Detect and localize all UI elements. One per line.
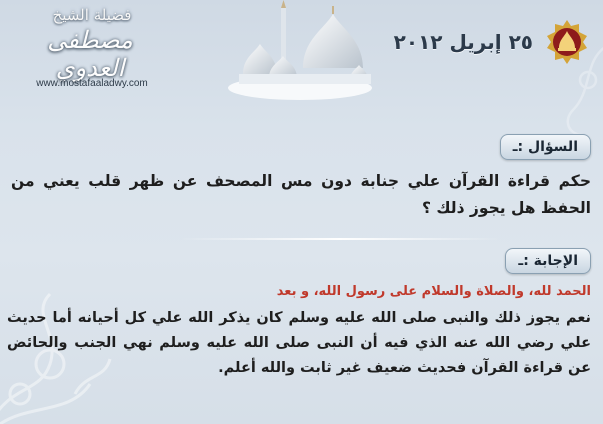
page-header [0, 0, 603, 110]
date-label: ٢٥ إبريل ٢٠١٢ [393, 30, 533, 54]
sheikh-name: مصطفى العدوي [47, 26, 133, 82]
question-text: حكم قراءة القرآن علي جنابة دون مس المصحف عن ظهر قلب يعني من الحفظ هل يجوز ذلك ؟ [11, 172, 591, 217]
mosque-logo-icon [543, 18, 591, 66]
answer-opening: الحمد لله، والصلاة والسلام على رسول الله، و بعد [276, 284, 591, 299]
question-label: السؤال :ـ [500, 134, 591, 160]
answer-text: نعم يجوز ذلك والنبى صلى الله عليه وسلم كان يذكر الله علي كل أحيانه أما حديث علي رضي الله عنه الذي فيه أن النبى صلى الله عليه وسلم نهي الجنب والحائض عن قراءة القرآن فحديث ضعيف غير ثابت والله أعلم. [7, 310, 591, 376]
mosque-dome-icon [225, 0, 375, 100]
sheikh-title: فضيلة الشيخ [52, 6, 132, 24]
answer-label: الإجابة :ـ [505, 248, 591, 274]
section-divider [180, 238, 500, 240]
website-url: www.mostafaaladwy.com [36, 78, 148, 89]
